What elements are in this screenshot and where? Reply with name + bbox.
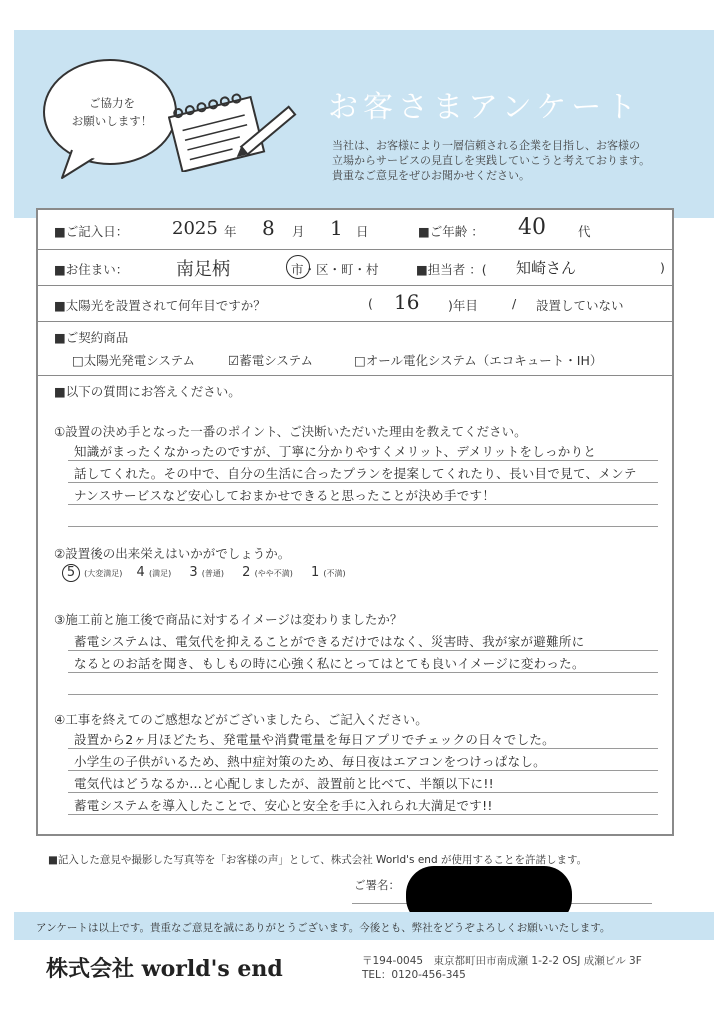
staff-value: 知崎さん: [516, 259, 577, 277]
rating-1-num: 1: [310, 565, 320, 580]
q4-answer-line-3: 電気代はどうなるか…と心配しましたが、設置前と比べて、半額以下に!!: [74, 776, 494, 791]
date-day: 1: [330, 216, 343, 240]
q3-rule-3: [68, 694, 658, 695]
bubble-line-2: お願いします！: [71, 114, 153, 128]
q1-rule-3: [68, 504, 658, 505]
q4-rule-1: [68, 748, 658, 749]
rating-1: [311, 565, 346, 580]
rating-3-num: 3: [189, 565, 198, 580]
q1-answer-line-3: ナンスサービスなど安心しておまかせできると思ったことが決め手です！: [74, 488, 496, 503]
product-storage: ☑蓄電システム: [228, 353, 313, 368]
q4-rule-3: [68, 792, 658, 793]
date-day-unit: 日: [356, 224, 369, 239]
rating-5: [62, 564, 122, 582]
q3-rule-2: [68, 672, 658, 673]
products-row: [38, 322, 672, 376]
date-label: ■ご記入日：: [54, 224, 129, 239]
date-age-row: [38, 210, 672, 250]
question-4: ④工事を終えてのご感想などがございましたら、ご記入ください。: [54, 712, 428, 727]
question-2: ②設置後の出来栄えはいかがでしょうか。: [54, 546, 291, 561]
survey-form: [36, 208, 674, 836]
solar-open: (: [368, 296, 373, 311]
staff-label: ■担当者 ：(: [416, 262, 487, 277]
bubble-text: [58, 94, 166, 130]
rating-2: [242, 565, 293, 580]
rating-3: [189, 565, 224, 580]
address-staff-row: [38, 250, 672, 286]
date-month-unit: 月: [292, 224, 305, 239]
address-line-2: TEL：0120-456-345: [362, 969, 466, 981]
q4-rule-4: [68, 814, 658, 815]
rating-3-note: (普通): [201, 569, 225, 578]
products-label: ■ご契約商品: [54, 330, 129, 345]
date-year: 2025: [172, 218, 218, 239]
solar-none: 設置していない: [536, 298, 624, 313]
company-address: [362, 954, 642, 982]
solar-close: )年目: [448, 298, 478, 313]
solar-question: ■太陽光を設置されて何年目ですか？: [54, 298, 266, 313]
rating-4-note: (満足): [148, 569, 172, 578]
q1-rule-4: [68, 526, 658, 527]
rating-4-num: 4: [136, 565, 145, 580]
address-label: ■お住まい：: [54, 262, 129, 277]
date-year-unit: 年: [224, 224, 237, 239]
question-1: ①設置の決め手となった一番のポイント、ご決断いただいた理由を教えてください。: [54, 424, 527, 439]
signature-label: ご署名：: [354, 878, 400, 892]
rating-2-note: (やや不満): [254, 569, 293, 578]
q4-rule-2: [68, 770, 658, 771]
rating-5-selected-circle: 5: [62, 564, 80, 582]
age-unit: 代: [578, 224, 591, 239]
q3-rule-1: [68, 650, 658, 651]
solar-value: 16: [394, 290, 420, 314]
questions-section: [38, 376, 672, 834]
consent-note: ■記入した意見や撮影した写真等を「お客様の声」として、株式会社 World's end が使用することを許諾します。: [48, 854, 588, 866]
solar-row: [38, 286, 672, 322]
address-city-options: 市・区・町・村: [291, 262, 379, 277]
notepad-pen-icon: [168, 92, 308, 172]
intro-line-2: 立場からサービスの見直しを実践していこうと考えております。: [332, 154, 651, 167]
rating-2-num: 2: [242, 565, 251, 580]
intro-line-1: 当社は、お客様により一層信頼される企業を目指し、お客様の: [332, 139, 640, 152]
staff-close: ): [660, 260, 665, 275]
question-3: ③施工前と施工後で商品に対するイメージは変わりましたか？: [54, 612, 403, 627]
q3-answer-line-2: なるとのお話を聞き、もしもの時に心強く私にとってはとても良いイメージに変わった。: [74, 656, 585, 671]
intro-line-3: 貴重なご意見をぜひお聞かせください。: [332, 169, 530, 182]
age-value: 40: [518, 215, 546, 240]
solar-sep: /: [512, 296, 517, 311]
age-label: ■ご年齢 ：: [418, 224, 484, 239]
thanks-text: アンケートは以上です。貴重なご意見を誠にありがとうございます。今後とも、弊社をどうぞよろしくお願いいたします。: [36, 922, 611, 934]
date-month: 8: [262, 216, 275, 240]
q1-answer-line-2: 話してくれた。その中で、自分の生活に合ったプランを提案してくれたり、長い目で見て、メンテ: [74, 466, 637, 481]
instruction-text: ■以下の質問にお答えください。: [54, 384, 241, 399]
q4-answer-line-1: 設置から2ヶ月ほどたち、発電量や消費電量を毎日アプリでチェックの日々でした。: [74, 732, 555, 747]
q1-answer-line-1: 知識がまったくなかったのですが、丁寧に分かりやすくメリット、デメリットをしっかりと: [74, 444, 597, 459]
q3-answer-line-1: 蓄電システムは、電気代を抑えることができるだけではなく、災害時、我が家が避難所に: [74, 634, 585, 649]
bubble-line-1: ご協力を: [89, 96, 135, 110]
rating-4: [137, 565, 172, 580]
rating-options: [62, 564, 346, 582]
product-all-electric: □オール電化システム（エコキュート・IH）: [354, 353, 603, 368]
address-line-1: 〒194-0045 東京都町田市南成瀬 1-2-2 OSJ 成瀬ビル 3F: [362, 955, 642, 967]
product-solar: □太陽光発電システム: [72, 353, 196, 368]
rating-1-note: (不満): [323, 569, 346, 578]
q1-rule-1: [68, 460, 658, 461]
page-title: お客さまアンケート: [328, 90, 642, 125]
address-value: 南足柄: [176, 259, 230, 280]
q1-rule-2: [68, 482, 658, 483]
q4-answer-line-2: 小学生の子供がいるため、熱中症対策のため、毎日夜はエアコンをつけっぱなし。: [74, 754, 546, 769]
intro-text: [332, 138, 702, 183]
rating-5-note: (大変満足): [84, 569, 123, 578]
q4-answer-line-4: 蓄電システムを導入したことで、安心と安全を手に入れられ大満足です!!: [74, 798, 493, 813]
company-name: 株式会社 world's end: [46, 956, 283, 982]
